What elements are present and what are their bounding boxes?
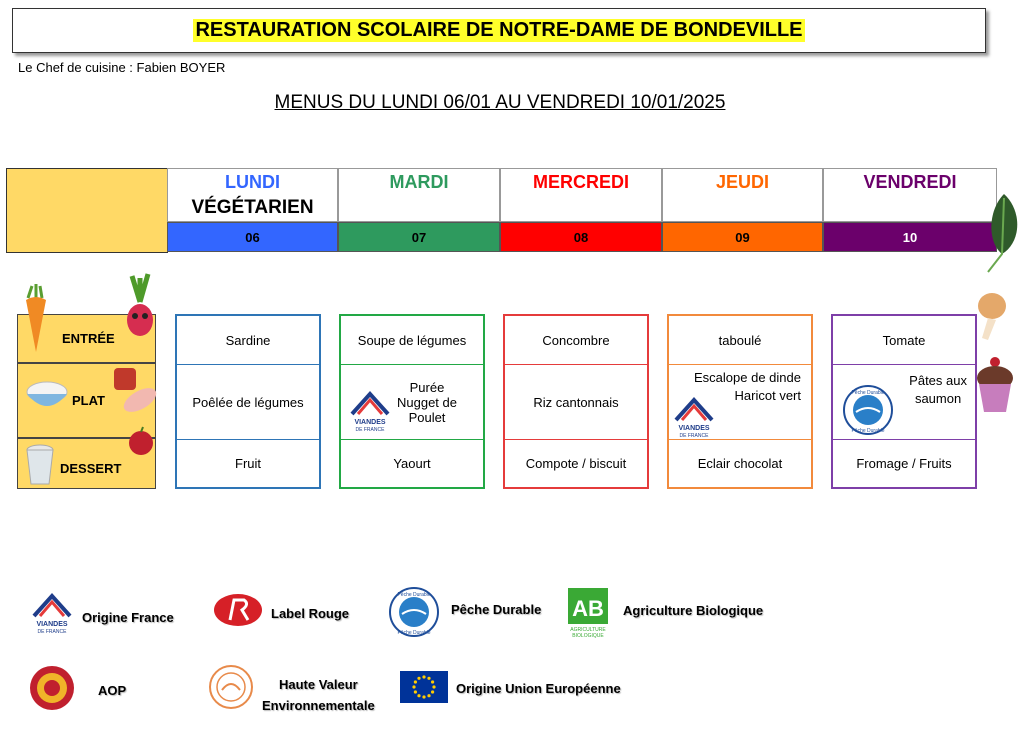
menu-box-lundi [175, 314, 321, 489]
day-number-07: 07 [338, 222, 500, 252]
menu-lundi-dessert: Fruit [235, 456, 261, 471]
day-header-mercredi [500, 168, 662, 222]
menu-period-title: MENUS DU LUNDI 06/01 AU VENDREDI 10/01/2025 [274, 92, 726, 113]
day-name-lundi: LUNDI [225, 172, 280, 192]
chicken-leg-icon [972, 290, 1012, 342]
day-header-mardi [338, 168, 500, 222]
cupcake-icon [974, 354, 1016, 416]
carrot-icon [18, 282, 52, 354]
peche-badge-bottom: Pêche Durable [397, 630, 431, 636]
day-number-10: 10 [823, 222, 997, 252]
peche-badge-bottom: Pêche Durable [851, 428, 885, 434]
yogurt-icon [24, 442, 56, 488]
day-header-lundi [167, 168, 338, 222]
ab-logo-letters: AB [572, 596, 604, 621]
agriculture-biologique-icon [566, 586, 610, 638]
day-number-06: 06 [167, 222, 338, 252]
aop-icon [28, 664, 76, 712]
menu-jeudi-entree: taboulé [718, 332, 762, 348]
legend-hve [262, 674, 375, 716]
menu-vendredi-entree: Tomate [882, 332, 926, 348]
legend-aop: AOP [98, 683, 127, 698]
viandes-badge-line1: VIANDES [36, 621, 68, 628]
viandes-badge-line2: DE FRANCE [679, 433, 709, 439]
menu-mardi-dessert: Yaourt [393, 456, 431, 471]
category-entree-label: ENTRÉE [62, 331, 115, 346]
day-number-09: 09 [662, 222, 823, 252]
menu-jeudi-plat: Escalope de dinde Haricot vert [669, 364, 811, 440]
legend-origine-france: Origine France [82, 610, 174, 625]
day-header-jeudi [662, 168, 823, 222]
viandes-badge-line2: DE FRANCE [355, 427, 385, 433]
legend-hve-line1: Haute Valeur [278, 677, 358, 692]
legend-peche-durable: Pêche Durable [451, 602, 542, 617]
menu-mardi-plat: Purée Nugget de Poulet [341, 364, 483, 440]
menu-lundi-plat: Poêlée de légumes [177, 364, 319, 440]
menu-mercredi-plat: Riz cantonnais [505, 364, 647, 440]
menu-lundi-entree: Sardine [225, 332, 271, 348]
legend-origine-ue: Origine Union Européenne [456, 681, 621, 696]
menu-mardi-entree: Soupe de légumes [357, 332, 467, 348]
viandes-badge-line1: VIANDES [678, 425, 710, 432]
ab-logo-sub1: AGRICULTURE [570, 627, 606, 633]
ab-logo-sub2: BIOLOGIQUE [572, 633, 604, 638]
day-header-vendredi [823, 168, 997, 222]
menu-vendredi-plat: Pâtes aux saumon [833, 364, 975, 440]
meat-fish-icon [108, 366, 160, 418]
table-corner-cell [6, 168, 168, 253]
viandes-de-france-badge-icon [670, 394, 718, 440]
category-dessert-label: DESSERT [60, 461, 122, 476]
peche-durable-badge-icon [842, 384, 894, 436]
viandes-de-france-badge-icon [346, 388, 394, 434]
page-title: RESTAURATION SCOLAIRE DE NOTRE-DAME DE BONDEVILLE [195, 19, 803, 41]
rice-bowl-icon [24, 378, 70, 414]
menu-mercredi-entree: Concombre [542, 332, 610, 348]
day-number-08: 08 [500, 222, 662, 252]
chef-name: Le Chef de cuisine : Fabien BOYER [18, 60, 226, 75]
viandes-badge-line1: VIANDES [354, 419, 386, 426]
origine-france-icon [28, 590, 76, 636]
legend-label-rouge: Label Rouge [271, 606, 350, 621]
peche-badge-top: Pêche Durable [851, 390, 885, 396]
legend-hve-line2: Environnementale [262, 698, 375, 713]
label-rouge-icon [212, 592, 264, 628]
title-box [12, 8, 986, 53]
apple-icon [126, 426, 156, 456]
day-name-mardi: MARDI [389, 172, 449, 192]
menu-box-mercredi [503, 314, 649, 489]
menu-vendredi-dessert: Fromage / Fruits [856, 456, 952, 471]
day-sub-vegetarien: VÉGÉTARIEN [191, 197, 314, 218]
category-plat-label: PLAT [72, 393, 105, 408]
menu-jeudi-dessert: Eclair chocolat [697, 456, 783, 471]
radish-icon [122, 272, 158, 342]
haute-valeur-environnementale-icon [208, 664, 254, 710]
peche-durable-icon [388, 586, 440, 638]
spinach-leaf-icon [982, 192, 1022, 274]
legend-agriculture-biologique: Agriculture Biologique [623, 603, 764, 618]
day-name-vendredi: VENDREDI [863, 172, 957, 192]
eu-flag-icon [400, 671, 448, 703]
menu-mercredi-dessert: Compote / biscuit [525, 456, 627, 471]
viandes-badge-line2: DE FRANCE [37, 629, 67, 635]
peche-badge-top: Pêche Durable [397, 592, 431, 598]
day-name-jeudi: JEUDI [715, 172, 769, 192]
day-name-mercredi: MERCREDI [532, 172, 629, 192]
